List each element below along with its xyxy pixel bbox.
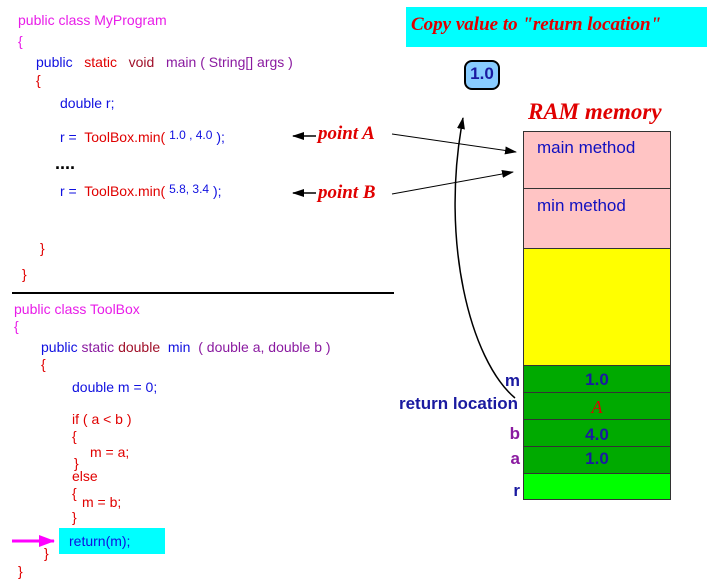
min-close-brace: }	[44, 545, 49, 561]
if-open-brace: {	[72, 428, 77, 444]
point-a-to-ram-arrow	[392, 134, 516, 152]
return-statement: return(m);	[69, 533, 131, 549]
decl-r: double r;	[60, 95, 115, 111]
main-params: ( String[] args )	[200, 54, 293, 70]
min-kw-public: public	[41, 339, 78, 355]
if-line: if ( a < b )	[72, 411, 132, 427]
point-a-label: point A	[318, 123, 375, 144]
toolbox-open-brace: {	[14, 318, 19, 334]
else-close-brace: }	[72, 509, 77, 525]
label-m: m	[504, 371, 520, 390]
call-a-args: 1.0 , 4.0	[169, 128, 213, 142]
ram-title: RAM memory	[528, 99, 662, 124]
decl-m: double m = 0;	[72, 379, 158, 395]
label-a: a	[510, 449, 520, 468]
cell-m-value: 1.0	[585, 370, 609, 389]
myprogram-class-decl: public class MyProgram	[18, 12, 167, 28]
min-name: min	[167, 339, 191, 355]
main-kw-void: void	[128, 54, 155, 70]
label-b: b	[509, 424, 520, 443]
main-open-brace: {	[36, 72, 41, 88]
toolbox-class-decl: public class ToolBox	[14, 301, 140, 317]
myprogram-close-brace: }	[22, 266, 27, 282]
call-b-suffix: );	[213, 183, 222, 199]
cell-a-value: 1.0	[585, 449, 609, 468]
label-r: r	[513, 481, 520, 500]
returned-value: 1.0	[470, 64, 494, 83]
cell-b-value: 4.0	[585, 425, 609, 444]
else-open-brace: {	[72, 485, 77, 501]
point-b-label: point B	[318, 182, 376, 203]
if-close-brace: }	[74, 455, 79, 471]
min-method-label: min method	[537, 196, 626, 215]
call-a-suffix: );	[216, 129, 225, 145]
myprogram-open-brace: {	[18, 33, 23, 49]
min-kw-static: static	[81, 339, 115, 355]
cell-return-value: A	[591, 397, 603, 417]
main-name: main	[165, 54, 197, 70]
call-a-name: ToolBox.min(	[84, 129, 166, 145]
call-a-prefix: r =	[60, 129, 77, 145]
label-return-location: return location	[398, 394, 518, 413]
min-params: ( double a, double b )	[198, 339, 331, 355]
assign-b: m = b;	[82, 494, 122, 510]
main-kw-public: public	[36, 54, 73, 70]
call-b-args: 5.8, 3.4	[169, 182, 210, 196]
min-open-brace: {	[41, 356, 46, 372]
banner-text: Copy value to "return location"	[411, 14, 662, 35]
ellipsis: ....	[55, 153, 76, 173]
assign-a: m = a;	[90, 444, 130, 460]
toolbox-close-brace: }	[18, 563, 23, 579]
point-b-to-ram-arrow	[392, 172, 513, 194]
else-keyword: else	[72, 468, 98, 484]
main-method-label: main method	[537, 138, 636, 157]
return-curve-arrow	[455, 118, 515, 398]
main-close-brace: }	[40, 240, 45, 256]
call-b-name: ToolBox.min(	[84, 183, 166, 199]
min-kw-double: double	[118, 339, 161, 355]
main-kw-static: static	[84, 54, 117, 70]
call-b-prefix: r =	[60, 183, 77, 199]
